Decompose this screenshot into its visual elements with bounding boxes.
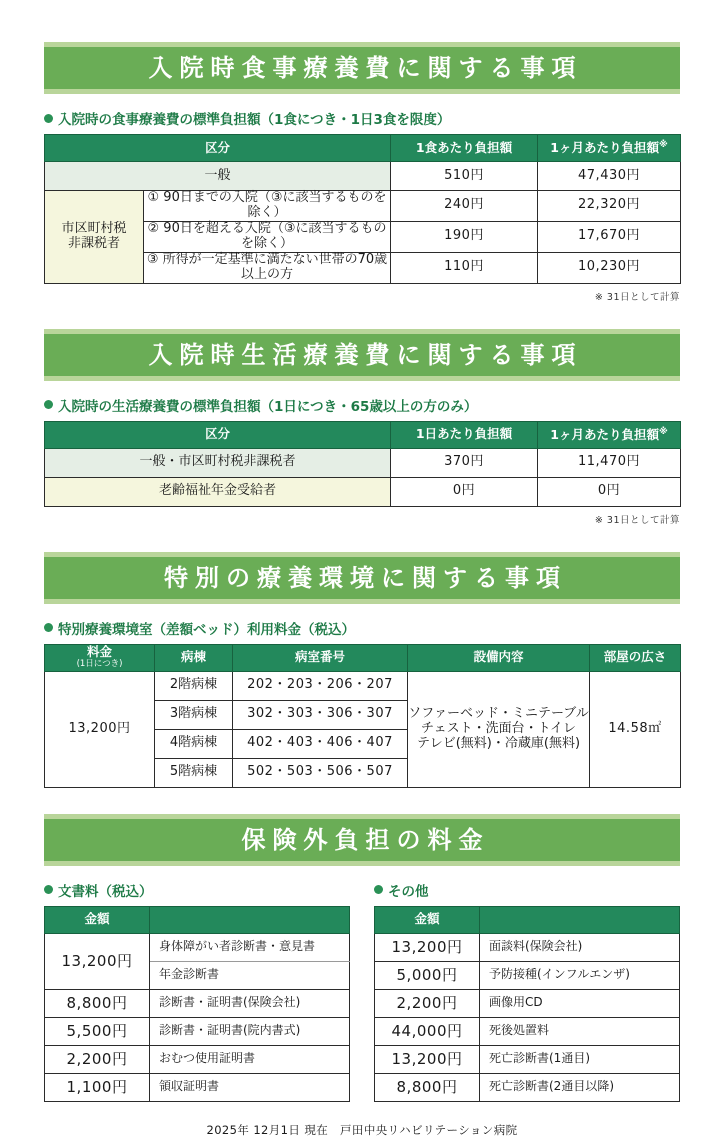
header-price: 料金 (1日につき) [45,644,155,671]
document-fee-column [44,880,350,1102]
cell-item: 予防接種(インフルエンザ) [480,961,680,989]
subheading-label: その他 [388,883,429,900]
cell-item: 死亡診断書(1通目) [480,1045,680,1073]
table-row [45,933,350,961]
table-row [375,989,680,1017]
cell-item: 死後処置料 [480,1017,680,1045]
cell-room-numbers: 302・303・306・307 [233,700,408,729]
document-footer: 2025年 12月1日 現在 戸田中央リハビリテーション病院 [206,1122,518,1137]
subheading-other-fee [374,880,680,900]
cell-item: 身体障がい者診断書・意見書 [150,933,350,961]
cell-general-per-month: 47,430円 [538,162,681,191]
table-meal-care-burden [44,134,681,284]
table-row [45,1045,350,1073]
table-header-row [45,421,681,448]
cell-per-meal: 110円 [391,252,538,283]
header-amount: 金額 [45,906,150,933]
subheading-label: 入院時の生活療養費の標準負担額（1日につき・65歳以上の方のみ） [58,398,478,415]
cell-room-size: 14.58㎡ [590,671,681,787]
cell-amount: 2,200円 [375,989,480,1017]
table-document-fee [44,906,350,1102]
cell-room-numbers: 202・203・206・207 [233,671,408,700]
cell-per-month: 17,670円 [538,221,681,252]
header-room-size: 部屋の広さ [590,644,681,671]
table-row [375,1017,680,1045]
header-per-meal: 1食あたり負担額 [391,135,538,162]
cell-item: 年金診断書 [150,961,350,989]
section-banner-special-room [44,552,680,604]
cell-category-label: 一般・市区町村税非課税者 [45,448,391,477]
cell-per-month: 10,230円 [538,252,681,283]
section-title: 保険外負担の料金 [241,825,490,854]
cell-item: 面談料(保険会社) [480,933,680,961]
cell-per-meal: 240円 [391,191,538,222]
fee-tables-container [44,880,680,1102]
cell-item: 死亡診断書(2通目以降) [480,1073,680,1101]
header-item [150,906,350,933]
cell-room-numbers: 502・503・506・507 [233,758,408,787]
cell-general-label: 一般 [45,162,391,191]
cell-per-day: 0円 [391,477,538,506]
header-ward: 病棟 [155,644,233,671]
cell-item: おむつ使用証明書 [150,1045,350,1073]
footnote-living-care: ※ 31日として計算 [594,514,680,526]
cell-item: 診断書・証明書(保険会社) [150,989,350,1017]
section-title: 特別の療養環境に関する事項 [164,563,567,592]
footnote-meal-care: ※ 31日として計算 [594,291,680,303]
table-living-care-burden [44,421,681,507]
table-row [45,1017,350,1045]
table-special-room-fee [44,644,681,788]
table-row [375,1045,680,1073]
subheading-label: 入院時の食事療養費の標準負担額（1食につき・1日3食を限度） [58,112,451,128]
header-per-day: 1日あたり負担額 [391,421,538,448]
header-amount: 金額 [375,906,480,933]
cell-amount: 1,100円 [45,1073,150,1101]
cell-ward: 4階病棟 [155,729,233,758]
table-header-row [375,906,680,933]
cell-room-numbers: 402・403・406・407 [233,729,408,758]
cell-condition-label: ① 90日までの入院（③に該当するものを除く） [144,191,391,222]
table-row [375,933,680,961]
header-per-month: 1ヶ月あたり負担額※ [538,421,681,448]
subheading-label: 特別療養環境室（差額ベッド）利用料金（税込） [58,621,355,638]
header-category: 区分 [45,421,391,448]
cell-per-day: 370円 [391,448,538,477]
cell-per-month: 11,470円 [538,448,681,477]
section-banner-living-care [44,329,680,381]
table-other-fee [374,906,680,1102]
header-room-number: 病室番号 [233,644,408,671]
cell-per-month: 0円 [538,477,681,506]
table-row [45,448,681,477]
header-category: 区分 [45,135,391,162]
cell-facility-list: ソファーベッド・ミニテーブル チェスト・洗面台・トイレ テレビ(無料)・冷蔵庫(無料) [408,671,590,787]
section-title: 入院時食事療養費に関する事項 [148,54,583,82]
section-banner-meal-care [44,42,680,94]
cell-amount: 13,200円 [45,933,150,989]
bullet-icon [44,400,53,409]
bullet-icon [374,885,383,894]
table-row [45,1073,350,1101]
cell-amount: 8,800円 [45,989,150,1017]
header-per-month: 1ヶ月あたり負担額※ [538,135,681,162]
cell-condition-label: ② 90日を超える入院（③に該当するものを除く） [144,221,391,252]
cell-ward: 2階病棟 [155,671,233,700]
cell-ward: 5階病棟 [155,758,233,787]
subheading-document-fee [44,880,350,900]
table-row [375,961,680,989]
cell-amount: 5,000円 [375,961,480,989]
cell-amount: 13,200円 [375,933,480,961]
cell-amount: 8,800円 [375,1073,480,1101]
cell-price: 13,200円 [45,671,155,787]
table-row [45,477,681,506]
cell-per-meal: 190円 [391,221,538,252]
cell-general-per-meal: 510円 [391,162,538,191]
header-item [480,906,680,933]
bullet-icon [44,623,53,632]
section-banner-out-of-insurance [44,814,680,866]
footnote-mark: ※ [658,140,668,151]
bullet-icon [44,114,53,123]
cell-amount: 2,200円 [45,1045,150,1073]
table-header-row [45,135,681,162]
table-row [45,191,681,222]
cell-group-label-nontaxable: 市区町村税 非課税者 [45,191,144,284]
cell-ward: 3階病棟 [155,700,233,729]
table-row-general [45,162,681,191]
subheading-label: 文書料（税込） [58,883,153,900]
subheading-special-room [44,618,680,638]
table-row [45,671,681,700]
cell-amount: 44,000円 [375,1017,480,1045]
table-header-row [45,644,681,671]
cell-condition-label: ③ 所得が一定基準に満たない世帯の70歳以上の方 [144,252,391,283]
subheading-living-care [44,395,680,415]
subheading-meal-care [44,108,680,128]
header-facility: 設備内容 [408,644,590,671]
other-fee-column [374,880,680,1102]
cell-amount: 13,200円 [375,1045,480,1073]
footnote-mark: ※ [658,426,668,437]
table-row [45,989,350,1017]
cell-item: 診断書・証明書(院内書式) [150,1017,350,1045]
cell-amount: 5,500円 [45,1017,150,1045]
cell-item: 画像用CD [480,989,680,1017]
table-header-row [45,906,350,933]
bullet-icon [44,885,53,894]
cell-item: 領収証明書 [150,1073,350,1101]
table-row [375,1073,680,1101]
cell-per-month: 22,320円 [538,191,681,222]
section-title: 入院時生活療養費に関する事項 [148,340,583,369]
cell-category-label: 老齢福祉年金受給者 [45,477,391,506]
